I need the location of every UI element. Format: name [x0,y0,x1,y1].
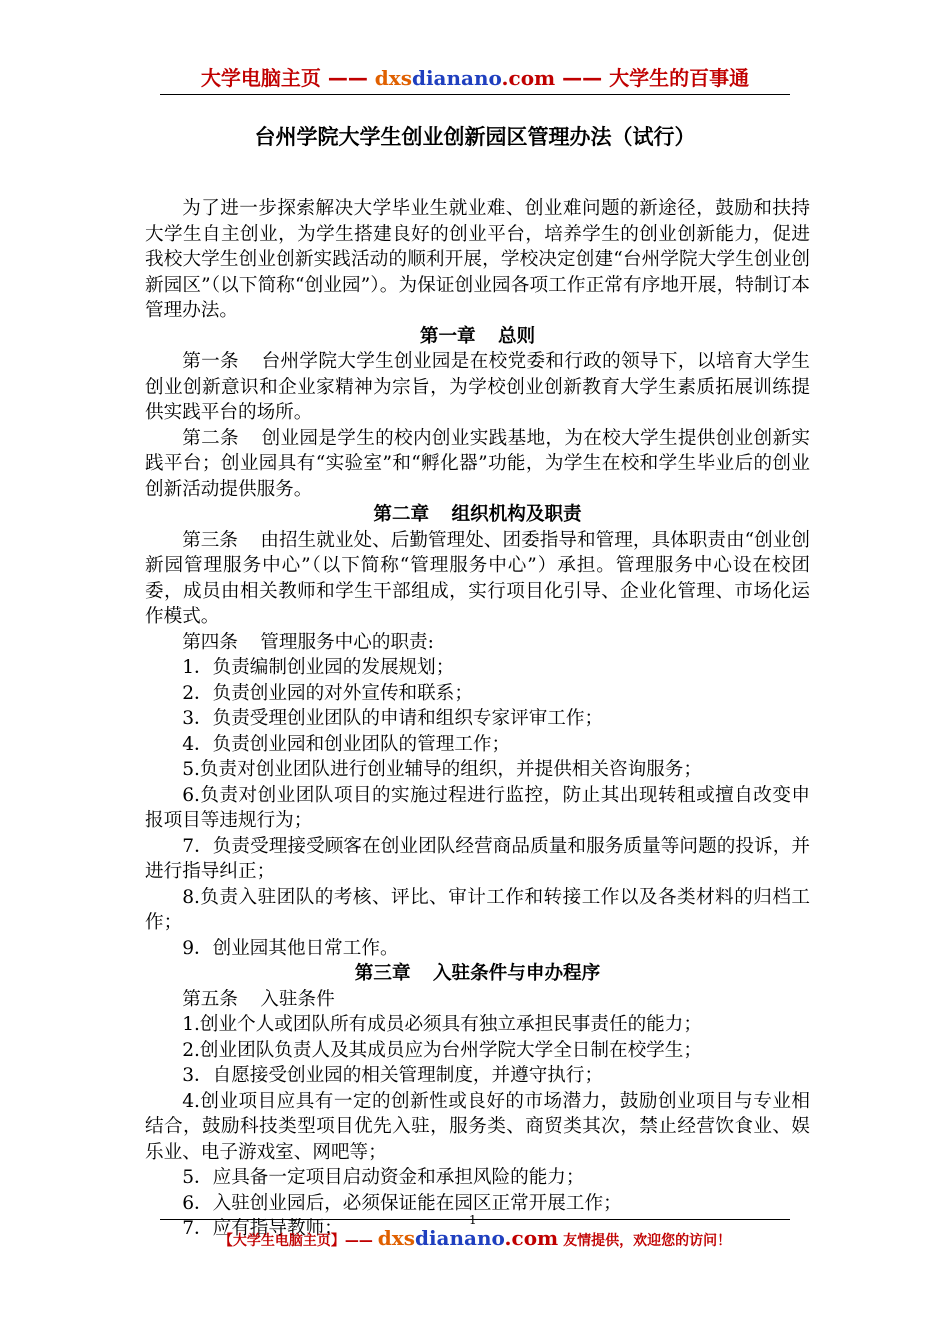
article-number: 第四条 [182,631,238,653]
document-body [145,196,810,1242]
list-item: 6．入驻创业园后，必须保证能在园区正常开展工作； [182,1192,622,1214]
list-item: 7．应有指导教师； [182,1218,343,1239]
article-text: 台州学院大学生创业园是在校党委和行政的领导下，以培育大学生创业创新意识和企业家精神为宗旨，为学校创业创新教育大学生素质拓展训练提供实践平台的场所。 [145,351,810,423]
article-text: 由招生就业处、后勤管理处、团委指导和管理，具体职责由“创业创新园管理服务中心”（以下简称“管理服务中心”）承担。管理服务中心设在校团委，成员由相关教师和学生干部组成，实行项目化引导、企业化管理、市场化运作模式。 [145,529,810,627]
article-5 [145,987,810,1013]
article-number: 第五条 [182,988,238,1010]
article-number: 第一条 [182,351,239,372]
list-item: 3．负责受理创业团队的申请和组织专家评审工作； [182,708,604,729]
chapter-1-heading [145,324,810,350]
header-tagline: —— 大学生的百事通 [555,66,750,90]
intro-paragraph: 为了进一步探索解决大学毕业生就业难、创业难问题的新途径，鼓励和扶持大学生自主创业，为学生搭建良好的创业平台，培养学生的创业创新能力，促进我校大学生创业创新实践活动的顺利开展，学校决定创建“台州学院大学生创业创新园区”（以下简称“创业园”）。为保证创业园各项工作正常有序地开展，特制订本管理办法。 [145,198,810,321]
header-domain-part-b: dianano [411,66,502,90]
article-number: 第二条 [182,427,239,449]
document-title: 台州学院大学生创业创新园区管理办法（试行） [254,125,696,149]
list-item: 2.创业团队负责人及其成员应为台州学院大学全日制在校学生； [182,1039,702,1061]
footer-domain-link[interactable] [378,1226,558,1250]
chapter-number: 第一章 [419,325,476,347]
article-4 [145,630,810,656]
chapter-number: 第二章 [373,504,430,525]
list-item: 3．自愿接受创业园的相关管理制度，并遵守执行； [182,1065,604,1086]
list-item: 1.创业个人或团队所有成员必须具有独立承担民事责任的能力； [182,1014,702,1035]
article-text: 创业园是学生的校内创业实践基地，为在校大学生提供创业创新实践平台；创业园具有“实验室”和“孵化器”功能，为学生在校和学生毕业后的创业创新活动提供服务。 [145,427,810,500]
list-item: 2．负责创业园的对外宣传和联系； [182,682,473,704]
footer-domain-part-c: .com [504,1226,559,1250]
list-item: 4.创业项目应具有一定的创新性或良好的市场潜力，鼓励创业项目与专业相结合，鼓励科技类型项目优先入驻，服务类、商贸类其次，禁止经营饮食业、娱乐业、电子游戏室、网吧等； [145,1090,810,1163]
footer-site-name: 【大学生电脑主页】—— [218,1233,378,1249]
article-3 [145,528,810,630]
list-item: 6.负责对创业团队项目的实施过程进行监控，防止其出现转租或擅自改变申报项目等违规行为； [145,784,810,831]
header-site-name: 大学电脑主页 —— [200,66,375,90]
header-domain-part-a: dxs [374,66,412,90]
article-2 [145,426,810,503]
chapter-2-heading [145,502,810,528]
site-footer [160,1226,790,1250]
page-number: 1 [469,1213,477,1227]
article-text: 管理服务中心的职责: [260,631,434,653]
header-divider [160,94,790,95]
list-item: 1．负责编制创业园的发展规划； [182,657,455,678]
chapter-name: 入驻条件与申办程序 [432,963,601,984]
list-item: 5．应具备一定项目启动资金和承担风险的能力； [182,1167,585,1188]
list-item: 7．负责受理接受顾客在创业团队经营商品质量和服务质量等问题的投诉，并进行指导纠正； [145,835,810,882]
list-item: 9．创业园其他日常工作。 [182,937,399,959]
footer-divider [160,1219,790,1220]
chapter-number: 第三章 [354,963,411,984]
article-number: 第三条 [182,529,239,551]
list-item: 4．负责创业园和创业团队的管理工作； [182,733,511,755]
article-text: 入驻条件 [260,988,335,1010]
chapter-name: 总则 [497,325,536,347]
list-item: 8.负责入驻团队的考核、评比、审计工作和转接工作以及各类材料的归档工作； [145,886,810,933]
chapter-3-heading [145,961,810,987]
chapter-name: 组织机构及职责 [451,504,582,525]
footer-tagline: 友情提供，欢迎您的访问！ [558,1233,732,1249]
list-item: 5.负责对创业团队进行创业辅导的组织，并提供相关咨询服务； [182,759,702,780]
header-domain-link[interactable] [375,66,555,90]
article-1 [145,349,810,426]
header-domain-part-c: .com [501,66,556,90]
footer-domain-part-b: dianano [414,1226,505,1250]
footer-domain-part-a: dxs [377,1226,415,1250]
site-header [160,62,790,91]
